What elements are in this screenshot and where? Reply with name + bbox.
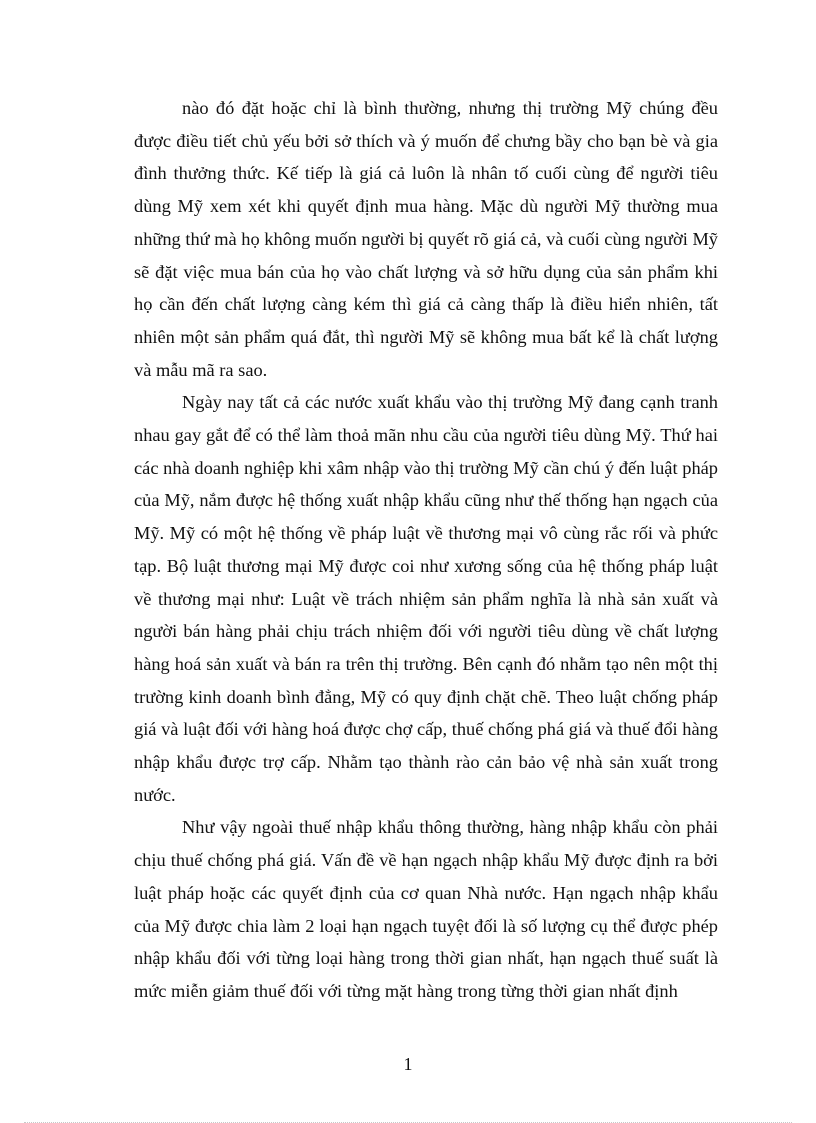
- paragraph-legal-system: Ngày nay tất cả các nước xuất khẩu vào thị trường Mỹ đang cạnh tranh nhau gay gắt để có thể làm thoả mãn nhu cầu của người tiêu dùng Mỹ. Thứ hai các nhà doanh nghiệp khi xâm nhập vào thị trường Mỹ cần chú ý đến luật pháp của Mỹ, nắm được hệ thống xuất nhập khẩu cũng như thế thống hạn ngạch của Mỹ. Mỹ có một hệ thống về pháp luật về thương mại vô cùng rắc rối và phức tạp. Bộ luật thương mại Mỹ được coi như xương sống của hệ thống pháp luật về thương mại như: Luật về trách nhiệm sản phẩm nghĩa là nhà sản xuất và người bán hàng phải chịu trách nhiệm đối với người tiêu dùng về chất lượng hàng hoá sản xuất và bán ra trên thị trường. Bên cạnh đó nhằm tạo nên một thị trường kinh doanh bình đẳng, Mỹ có quy định chặt chẽ. Theo luật chống pháp giá và luật đối với hàng hoá được chợ cấp, thuế chống phá giá và thuế đổi hàng nhập khẩu được trợ cấp. Nhằm tạo thành rào cản bảo vệ nhà sản xuất trong nước.: [134, 392, 718, 805]
- page-number: 1: [403, 1054, 413, 1074]
- paragraph-import-quotas: Như vậy ngoài thuế nhập khẩu thông thường, hàng nhập khẩu còn phải chịu thuế chống phá giá. Vấn đề về hạn ngạch nhập khẩu Mỹ được định ra bởi luật pháp hoặc các quyết định của cơ quan Nhà nước. Hạn ngạch nhập khẩu của Mỹ được chia làm 2 loại hạn ngạch tuyệt đối là số lượng cụ thể được phép nhập khẩu đối với từng loại hàng trong thời gian nhất, hạn ngạch thuế suất là mức miễn giảm thuế đối với từng mặt hàng trong từng thời gian nhất định: [134, 817, 718, 1001]
- document-body: [134, 92, 718, 1008]
- paragraph-consumer-preferences: nào đó đặt hoặc chỉ là bình thường, nhưng thị trường Mỹ chúng đều được điều tiết chủ yếu bởi sở thích và ý muốn để chưng bầy cho bạn bè và gia đình thưởng thức. Kế tiếp là giá cả luôn là nhân tố cuối cùng để người tiêu dùng Mỹ xem xét khi quyết định mua hàng. Mặc dù người Mỹ thường mua những thứ mà họ không muốn người bị quyết rõ giá cả, và cuối cùng người Mỹ sẽ đặt việc mua bán của họ vào chất lượng và sở hữu dụng của sản phẩm khi họ cần đến chất lượng càng kém thì giá cả càng thấp là điều hiển nhiên, tất nhiên một sản phẩm quá đắt, thì người Mỹ sẽ không mua bất kể là chất lượng và mẫu mã ra sao.: [134, 98, 718, 380]
